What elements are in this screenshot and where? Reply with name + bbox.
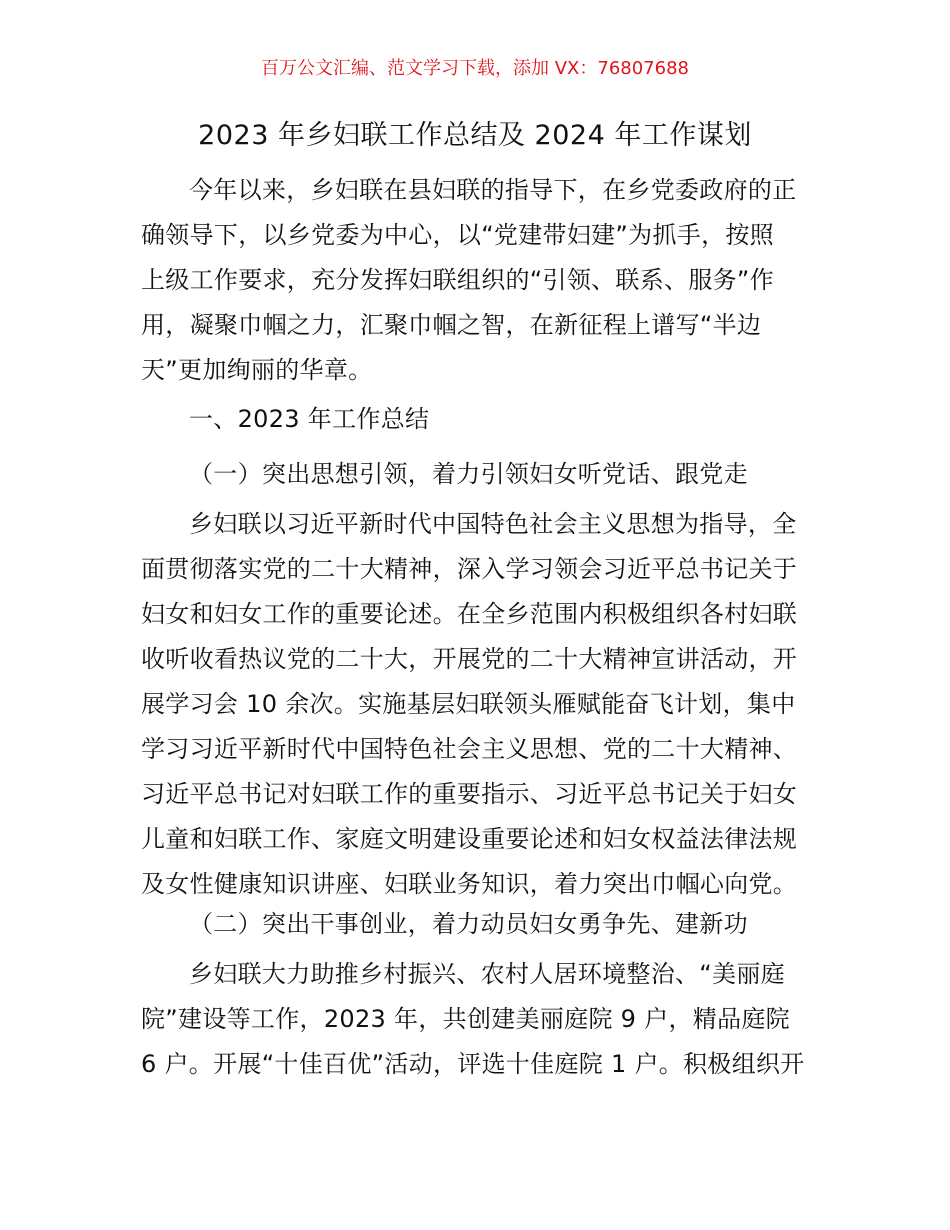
- paragraph-line: 院”建设等工作，2023 年，共创建美丽庭院 9 户，精品庭院: [141, 1005, 790, 1033]
- intro-paragraph: [141, 168, 811, 393]
- paragraph-line: 上级工作要求，充分发挥妇联组织的“引领、联系、服务”作: [141, 266, 774, 294]
- paragraph-line: 乡妇联大力助推乡村振兴、农村人居环境整治、“美丽庭: [189, 960, 785, 988]
- paragraph-line: 学习习近平新时代中国特色社会主义思想、党的二十大精神、: [141, 735, 798, 763]
- paragraph-line: 确领导下，以乡党委为中心，以“党建带妇建”为抓手，按照: [141, 221, 774, 249]
- paragraph-line: 儿童和妇联工作、家庭文明建设重要论述和妇女权益法律法规: [141, 825, 798, 853]
- watermark-banner: 百万公文汇编、范文学习下载，添加 VX：76807688: [261, 58, 689, 79]
- subsection-heading-2: [141, 897, 811, 952]
- subsection-heading-text: （一）突出思想引领，着力引领妇女听党话、跟党走: [189, 460, 748, 488]
- subsection-heading-text: （二）突出干事创业，着力动员妇女勇争先、建新功: [189, 910, 748, 938]
- subsection-2-paragraph: [141, 952, 811, 1087]
- paragraph-line: 乡妇联以习近平新时代中国特色社会主义思想为指导，全: [189, 510, 797, 538]
- subsection-1-paragraph: [141, 502, 811, 907]
- document-title: 2023 年乡妇联工作总结及 2024 年工作谋划: [198, 120, 752, 151]
- paragraph-line: 6 户。开展“十佳百优”活动，评选十佳庭院 1 户。积极组织开: [141, 1050, 805, 1078]
- subsection-heading-1: [141, 447, 811, 502]
- paragraph-line: 及女性健康知识讲座、妇联业务知识，着力突出巾帼心向党。: [141, 870, 798, 898]
- paragraph-line: 用，凝聚巾帼之力，汇聚巾帼之智，在新征程上谱写“半边: [141, 311, 762, 339]
- paragraph-line: 面贯彻落实党的二十大精神，深入学习领会习近平总书记关于: [141, 555, 798, 583]
- paragraph-line: 天”更加绚丽的华章。: [141, 356, 373, 384]
- paragraph-line: 收听收看热议党的二十大，开展党的二十大精神宣讲活动，开: [141, 645, 798, 673]
- paragraph-line: 今年以来，乡妇联在县妇联的指导下，在乡党委政府的正: [189, 176, 797, 204]
- section-heading-text: 一、2023 年工作总结: [189, 405, 430, 433]
- section-heading-1: [141, 392, 811, 447]
- paragraph-line: 妇女和妇女工作的重要论述。在全乡范围内积极组织各村妇联: [141, 600, 798, 628]
- paragraph-line: 展学习会 10 余次。实施基层妇联领头雁赋能奋飞计划，集中: [141, 690, 796, 718]
- paragraph-line: 习近平总书记对妇联工作的重要指示、习近平总书记关于妇女: [141, 780, 798, 808]
